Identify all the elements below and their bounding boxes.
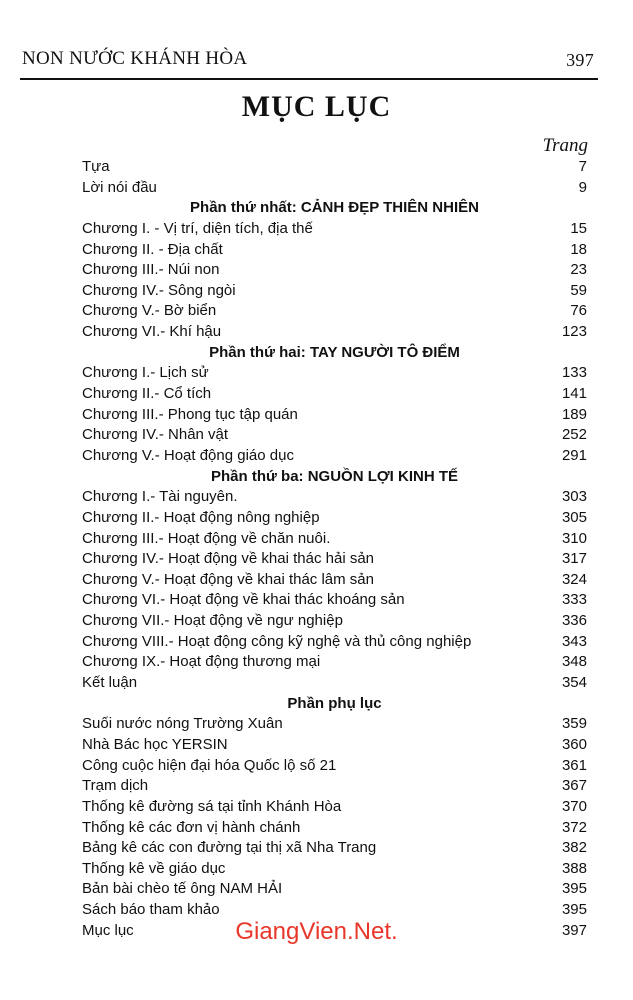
toc-section-title: Phần thứ hai: TAY NGƯỜI TÔ ĐIỂM	[209, 343, 460, 361]
toc-entry-title: Chương VIII.- Hoạt động công kỹ nghệ và thủ công nghiệp	[82, 632, 472, 650]
toc-entry-page: 367	[561, 777, 587, 795]
toc-entry-title: Chương IV.- Nhân vật	[82, 426, 229, 444]
toc-entry-page: 361	[561, 756, 587, 774]
toc-entry-page: 395	[561, 880, 587, 898]
toc-entry-title: Chương I.- Tài nguyên.	[82, 488, 238, 506]
toc-entry	[82, 818, 587, 839]
toc-entry-page: 59	[570, 281, 587, 299]
toc-entry	[82, 363, 587, 384]
toc-entry-page: 348	[561, 653, 587, 671]
toc-entry	[82, 735, 587, 756]
toc-entry	[82, 549, 587, 570]
toc-entry-page: 189	[561, 405, 587, 423]
toc-entry-page: 18	[570, 240, 587, 258]
toc-entry-page: 317	[561, 550, 587, 568]
toc-entry	[82, 570, 587, 591]
toc-section-heading	[82, 694, 587, 715]
toc-entry	[82, 301, 587, 322]
toc-entry	[82, 673, 587, 694]
toc-entry	[82, 322, 587, 343]
toc-entry	[82, 384, 587, 405]
toc-entry-page: 252	[561, 426, 587, 444]
toc-entry	[82, 838, 587, 859]
toc-entry-page: 23	[570, 261, 587, 279]
toc-entry	[82, 487, 587, 508]
toc-entry-page: 336	[561, 612, 587, 630]
toc-entry-page: 397	[561, 921, 587, 939]
toc-entry-title: Chương IV.- Hoạt động về khai thác hải sản	[82, 550, 375, 568]
toc-entry	[82, 425, 587, 446]
toc-entry	[82, 405, 587, 426]
watermark: GiangVien.Net.	[235, 918, 398, 945]
toc-entry-page: 310	[561, 529, 587, 547]
running-head	[22, 40, 594, 80]
toc-entry-page: 359	[561, 715, 587, 733]
toc-entry-title: Chương IV.- Sông ngòi	[82, 281, 236, 299]
toc-entry-title: Sách báo tham khảo	[82, 901, 220, 919]
toc-entry-page: 7	[578, 158, 587, 175]
toc-entry-title: Chương I. - Vị trí, diện tích, địa thế	[82, 219, 313, 237]
toc-entry-page: 15	[570, 219, 587, 237]
toc-entry	[82, 879, 587, 900]
toc-entry-title: Chương V.- Bờ biển	[82, 302, 217, 320]
toc-entry-title: Chương VI.- Hoạt động về khai thác khoáng sản	[82, 591, 405, 609]
toc-entry-page: 9	[578, 178, 587, 196]
toc-section-title: Phần phụ lục	[287, 694, 382, 712]
toc-entry-title: Chương II.- Cổ tích	[82, 385, 212, 403]
toc-section-heading	[82, 343, 587, 364]
toc-section-title: Phần thứ ba: NGUỒN LỢI KINH TẾ	[211, 467, 458, 485]
toc-entry	[82, 632, 587, 653]
toc-entry-page: 333	[561, 591, 587, 609]
toc-entry-page: 382	[561, 839, 587, 857]
toc-entry-title: Thống kê các đơn vị hành chánh	[82, 818, 301, 836]
toc-entry-title: Nhà Bác học YERSIN	[82, 735, 228, 753]
toc-entry	[82, 157, 587, 178]
toc-entry	[82, 859, 587, 880]
toc-entry-page: 305	[561, 508, 587, 526]
toc-entry-title: Tựa	[82, 158, 110, 175]
toc-entry-title: Chương III.- Núi non	[82, 261, 220, 279]
toc-entry-title: Bảng kê các con đường tại thị xã Nha Trang	[82, 839, 377, 857]
toc-entry-page: 372	[561, 818, 587, 836]
toc-entry-title: Chương VII.- Hoạt động về ngư nghiệp	[82, 612, 343, 630]
toc-section-title: Phần thứ nhất: CẢNH ĐẸP THIÊN NHIÊN	[190, 199, 479, 217]
toc-section-heading	[82, 467, 587, 488]
toc-entry-page: 388	[561, 859, 587, 877]
toc-entry-page: 354	[561, 674, 587, 692]
header-rule	[20, 78, 598, 80]
toc-entry-title: Suối nước nóng Trường Xuân	[82, 715, 283, 733]
toc-entry-page: 123	[561, 323, 587, 341]
toc-entry-title: Chương V.- Hoạt động về khai thác lâm sản	[82, 570, 374, 588]
toc-entry-page: 360	[561, 735, 587, 753]
toc-entry	[82, 508, 587, 529]
toc-entry-page: 76	[570, 302, 587, 320]
toc-entry	[82, 219, 587, 240]
toc-entry-title: Chương III.- Hoạt động về chăn nuôi.	[82, 529, 331, 547]
toc-entry-title: Chương II. - Địa chất	[82, 240, 223, 258]
toc-entry-page: 141	[561, 385, 587, 403]
toc-entry-title: Chương IX.- Hoạt động thương mại	[82, 653, 321, 671]
toc-section-heading	[82, 198, 587, 219]
toc-entry	[82, 446, 587, 467]
toc-entry-title: Thống kê về giáo dục	[82, 859, 226, 877]
toc-entry-title: Chương III.- Phong tục tập quán	[82, 405, 298, 423]
toc-entry-title: Bản bài chèo tế ông NAM HẢI	[82, 880, 283, 898]
toc-entry	[82, 611, 587, 632]
toc-entry-title: Lời nói đầu	[82, 178, 157, 196]
page-number: 397	[566, 50, 594, 70]
page-title: MỤC LỤC	[241, 90, 392, 123]
toc-entry	[82, 714, 587, 735]
toc-entry-title: Chương VI.- Khí hậu	[82, 323, 222, 341]
toc-entry	[82, 240, 587, 261]
toc-entry	[82, 178, 587, 199]
toc-entry-title: Chương V.- Hoạt động giáo dục	[82, 446, 294, 464]
toc-entry-page: 291	[561, 446, 587, 464]
toc-entry-title: Mục lục	[82, 921, 134, 939]
toc-entry-title: Thống kê đường sá tại tỉnh Khánh Hòa	[82, 797, 342, 815]
toc-entry	[82, 529, 587, 550]
toc-entry-title: Trạm dịch	[82, 777, 149, 795]
book-title: NON NƯỚC KHÁNH HÒA	[22, 48, 248, 69]
toc-entry	[82, 797, 587, 818]
toc-entry-page: 343	[561, 632, 587, 650]
toc-entry-title: Chương II.- Hoạt động nông nghiệp	[82, 508, 320, 526]
toc-entry	[82, 590, 587, 611]
table-of-contents	[82, 157, 587, 941]
toc-entry	[82, 281, 587, 302]
toc-entry	[82, 756, 587, 777]
toc-entry	[82, 260, 587, 281]
toc-entry	[82, 652, 587, 673]
toc-entry-page: 324	[561, 570, 587, 588]
toc-entry-title: Kết luận	[82, 674, 138, 692]
toc-entry-title: Chương I.- Lịch sử	[82, 364, 209, 382]
toc-entry-page: 370	[561, 797, 587, 815]
toc-entry-page: 133	[561, 364, 587, 382]
toc-entry	[82, 776, 587, 797]
toc-entry-page: 395	[561, 901, 587, 919]
toc-entry-page: 303	[561, 488, 587, 506]
toc-entry-title: Công cuộc hiện đại hóa Quốc lộ số 21	[82, 756, 337, 774]
page-column-label: Trang	[542, 135, 588, 156]
